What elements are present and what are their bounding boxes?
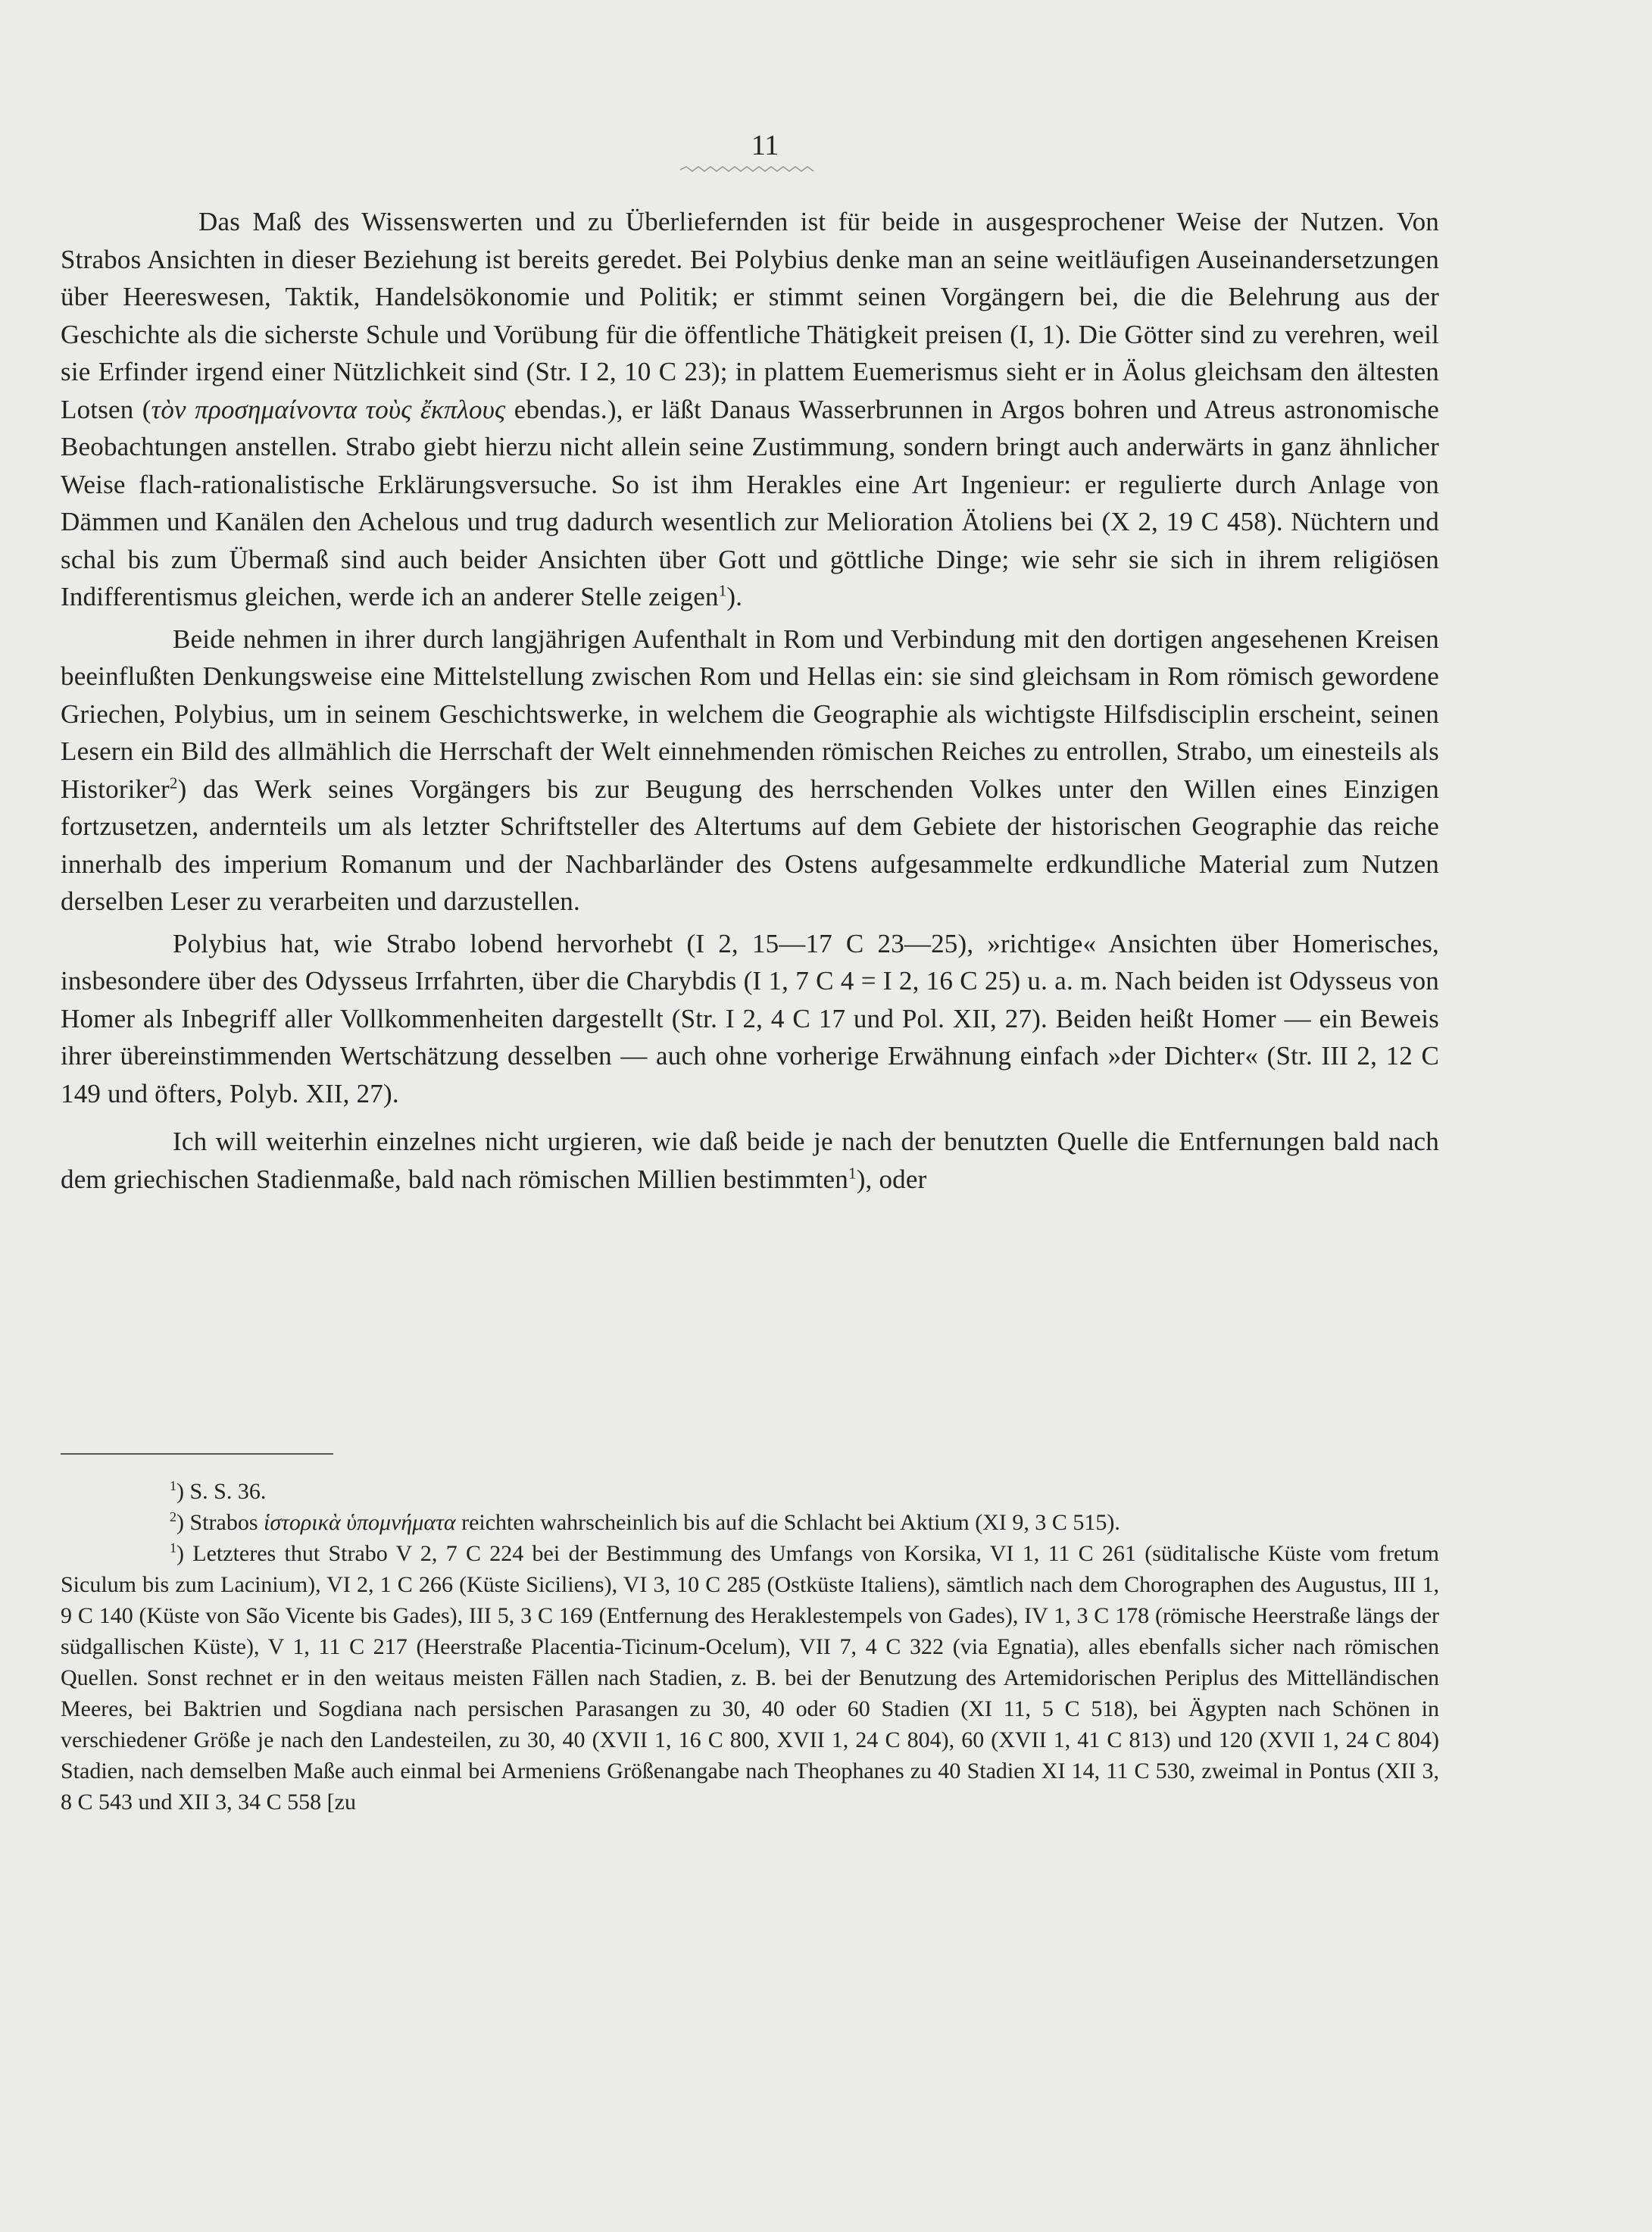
footnote-reference: 1	[718, 581, 727, 600]
footnote-marker: 1	[170, 1478, 176, 1493]
footnote: $^1$) Letzteres thut Strabo V 2, 7 C 224 bei der Bestimmung des Umfangs von Korsika, VI 1, 11 C 261 (süditalische Küste vom fretum Siculum bis zum Lacinium), VI 2, 1 C 266 (Küste Siciliens), VI 3, 10 C 285 (Ostküste Italiens), sämtlich nach dem Chorographen des Augustus, III 1, 9 C 140 (Küste von São Vicente bis Gades), III 5, 3 C 169 (Entfernung des Heraklestempels von Gades), IV 1, 3 C 178 (römische Heerstraße längs der südgallischen Küste), V 1, 11 C 217 (Heerstraße Placentia-Ticinum-Ocelum), VII 7, 4 C 322 (via Egnatia), alles ebenfalls sicher nach römischen Quellen. Sonst rechnet er in den weitaus meisten Fällen nach Stadien, z. B. bei der Benutzung des Artemidorischen Periplus des Mittelländischen Meeres, bei Baktrien und Sogdiana nach persischen Parasangen zu 30, 40 oder 60 Stadien (XI 11, 5 C 518), bei Ägypten nach Schönen in verschiedener Größe je nach den Landesteilen, zu 30, 40 (XVII 1, 16 C 800, XVII 1, 24 C 804), 60 (XVII 1, 41 C 813) und 120 (XVII 1, 24 C 804) Stadien, nach demselben Maße auch einmal bei Armeniens Größenangabe nach Theophanes zu 40 Stadien XI 14, 11 C 530, zweimal in Pontus (XII 3, 8 C 543 und XII 3, 34 C 558 [zu	[61, 1540, 1439, 1815]
paragraph	[61, 203, 1439, 616]
paragraph: Polybius hat, wie Strabo lobend hervorhebt (I 2, 15—17 C 23—25), »richtige« Ansichten über Homerisches, insbesondere über des Odysseus Irrfahrten, über die Charybdis (I 1, 7 C 4 = I 2, 16 C 25) u. a. m. Nach beiden ist Odysseus von Homer als Inbegriff aller Vollkommenheiten dargestellt (Str. I 2, 4 C 17 und Pol. XII, 27). Beiden heißt Homer — ein Beweis ihrer übereinstimmenden Wertschätzung desselben — auch ohne vorherige Erwähnung einfach »der Dichter« (Str. III 2, 12 C 149 und öfters, Polyb. XII, 27).	[61, 928, 1439, 1108]
paragraph-text: ) das Werk seines Vorgängers bis zur Beugung des herrschenden Volkes unter den Willen eines Einzigen fortzusetzen, andernteils um als letzter Schriftsteller des Altertums auf dem Gebiete der historischen Geographie das reiche innerhalb des imperium Romanum und der Nachbarländer des Ostens aufgesammelte erdkundliche Material zum Nutzen derselben Leser zu verarbeiten und darzustellen.	[61, 774, 1439, 916]
footnote-text: reichten wahrscheinlich bis auf die Schlacht bei Aktium (XI 9, 3 C 515).	[455, 1510, 1120, 1535]
footnote: $^1$) S. S. 36.	[170, 1478, 267, 1504]
paragraph-text: Das Maß des Wissenswerten und zu Überliefernden ist für beide in ausgesprochener Weise der Nutzen. Von Strabos Ansichten in dieser Beziehung ist bereits geredet. Bei Polybius denke man an seine weitläufigen Auseinandersetzungen über Heereswesen, Taktik, Handelsökonomie und Politik; er stimmt seinen Vorgängern bei, die die Belehrung aus der Geschichte als die sicherste Schule und Vorübung für die öffentliche Thätigkeit preisen (I, 1). Die Götter sind zu verehren, weil sie Erfinder irgend einer Nützlichkeit sind (Str. I 2, 10 C 23); in plattem Euemerismus sieht er in Äolus gleichsam den ältesten Lotsen (	[61, 207, 1439, 424]
footnote-text: Letzteres thut Strabo V 2, 7 C 224 bei der Bestimmung des Umfangs von Korsika, VI 1, 11 C 261 (süditalische Küste vom fretum Siculum bis zum Lacinium), VI 2, 1 C 266 (Küste Siciliens), VI 3, 10 C 285 (Ostküste Italiens), sämtlich nach dem Chorographen des Augustus, III 1, 9 C 140 (Küste von São Vicente bis Gades), III 5, 3 C 169 (Entfernung des Heraklestempels von Gades), IV 1, 3 C 178 (römische Heerstraße längs der südgallischen Küste), V 1, 11 C 217 (Heerstraße Placentia-Ticinum-Ocelum), VII 7, 4 C 322 (via Egnatia), alles ebenfalls sicher nach römischen Quellen. Sonst rechnet er in den weitaus meisten Fällen nach Stadien, z. B. bei der Benutzung des Artemidorischen Periplus des Mittelländischen Meeres, bei Baktrien und Sogdiana nach persischen Parasangen zu 30, 40 oder 60 Stadien (XI 11, 5 C 518), bei Ägypten nach Schönen in verschiedener Größe je nach den Landesteilen, zu 30, 40 (XVII 1, 16 C 800, XVII 1, 24 C 804), 60 (XVII 1, 41 C 813) und 120 (XVII 1, 24 C 804) Stadien, nach demselben Maße auch einmal bei Armeniens Größenangabe nach Theophanes zu 40 Stadien XI 14, 11 C 530, zweimal in Pontus (XII 3, 8 C 543 und XII 3, 34 C 558 [zu	[61, 1541, 1439, 1815]
main-text	[61, 203, 1439, 1198]
footnote-reference: 1	[848, 1163, 857, 1182]
paragraph-text: ).	[726, 582, 743, 611]
page-number-ornament	[680, 165, 817, 174]
greek-quote: τὸν προσημαίνοντα τοὺς ἔκπλους	[151, 394, 506, 424]
footnote-marker: 2	[170, 1509, 176, 1524]
paragraph-text: Beide nehmen in ihrer durch langjährigen Aufenthalt in Rom und Verbindung mit den dortigen angesehenen Kreisen beeinflußten Denkungsweise eine Mittelstellung zwischen Rom und Hellas ein: sie sind gleichsam in Rom römisch gewordene Griechen, Polybius, um in seinem Geschichtswerke, in welchem die Geographie als wichtigste Hilfsdisciplin erscheint, seinen Lesern ein Bild des allmählich die Herrschaft der Welt einnehmenden römischen Reiches zu entrollen, Strabo, um einesteils als Historiker	[61, 624, 1439, 804]
paragraph	[61, 1123, 1439, 1198]
footnote-separator	[61, 1453, 333, 1455]
paragraph	[61, 621, 1439, 921]
paragraph-text: ebendas.), er läßt Danaus Wasserbrunnen in Argos bohren und Atreus astronomische Beobachtungen anstellen. Strabo giebt hierzu nicht allein seine Zustimmung, sondern bringt auch anderwärts in ganz ähnlicher Weise flach-rationalistische Erklärungsversuche. So ist ihm Herakles eine Art Ingenieur: er regulierte durch Anlage von Dämmen und Kanälen den Achelous und trug dadurch wesentlich zur Melioration Ätoliens bei (X 2, 19 C 458). Nüchtern und schal bis zum Übermaß sind auch beider Ansichten über Gott und göttliche Dinge; wie sehr sie sich in ihrem religiösen Indifferentismus gleichen, werde ich an anderer Stelle zeigen	[61, 394, 1440, 611]
page-number: 11	[751, 130, 779, 161]
paragraph-text: ), oder	[856, 1164, 927, 1194]
footnote: $^2$) Strabos ἱστορικὰ ὑπομνήματα reichten wahrscheinlich bis auf die Schlacht bei Aktium (XI 9, 3 C 515).	[170, 1509, 1120, 1535]
greek-title: ἱστορικὰ ὑπομνήματα	[264, 1510, 456, 1535]
paragraph-text: Ich will weiterhin einzelnes nicht urgieren, wie daß beide je nach der benutzten Quelle die Entfernungen bald nach dem griechischen Stadienmaße, bald nach römischen Millien bestimmten	[61, 1127, 1439, 1194]
footnote-reference: 2	[169, 773, 178, 792]
footnotes	[61, 1476, 1439, 1818]
footnote-marker: 1	[170, 1540, 176, 1555]
footnote-text: S. S. 36.	[189, 1479, 267, 1504]
footnote-text: Strabos	[189, 1510, 264, 1535]
